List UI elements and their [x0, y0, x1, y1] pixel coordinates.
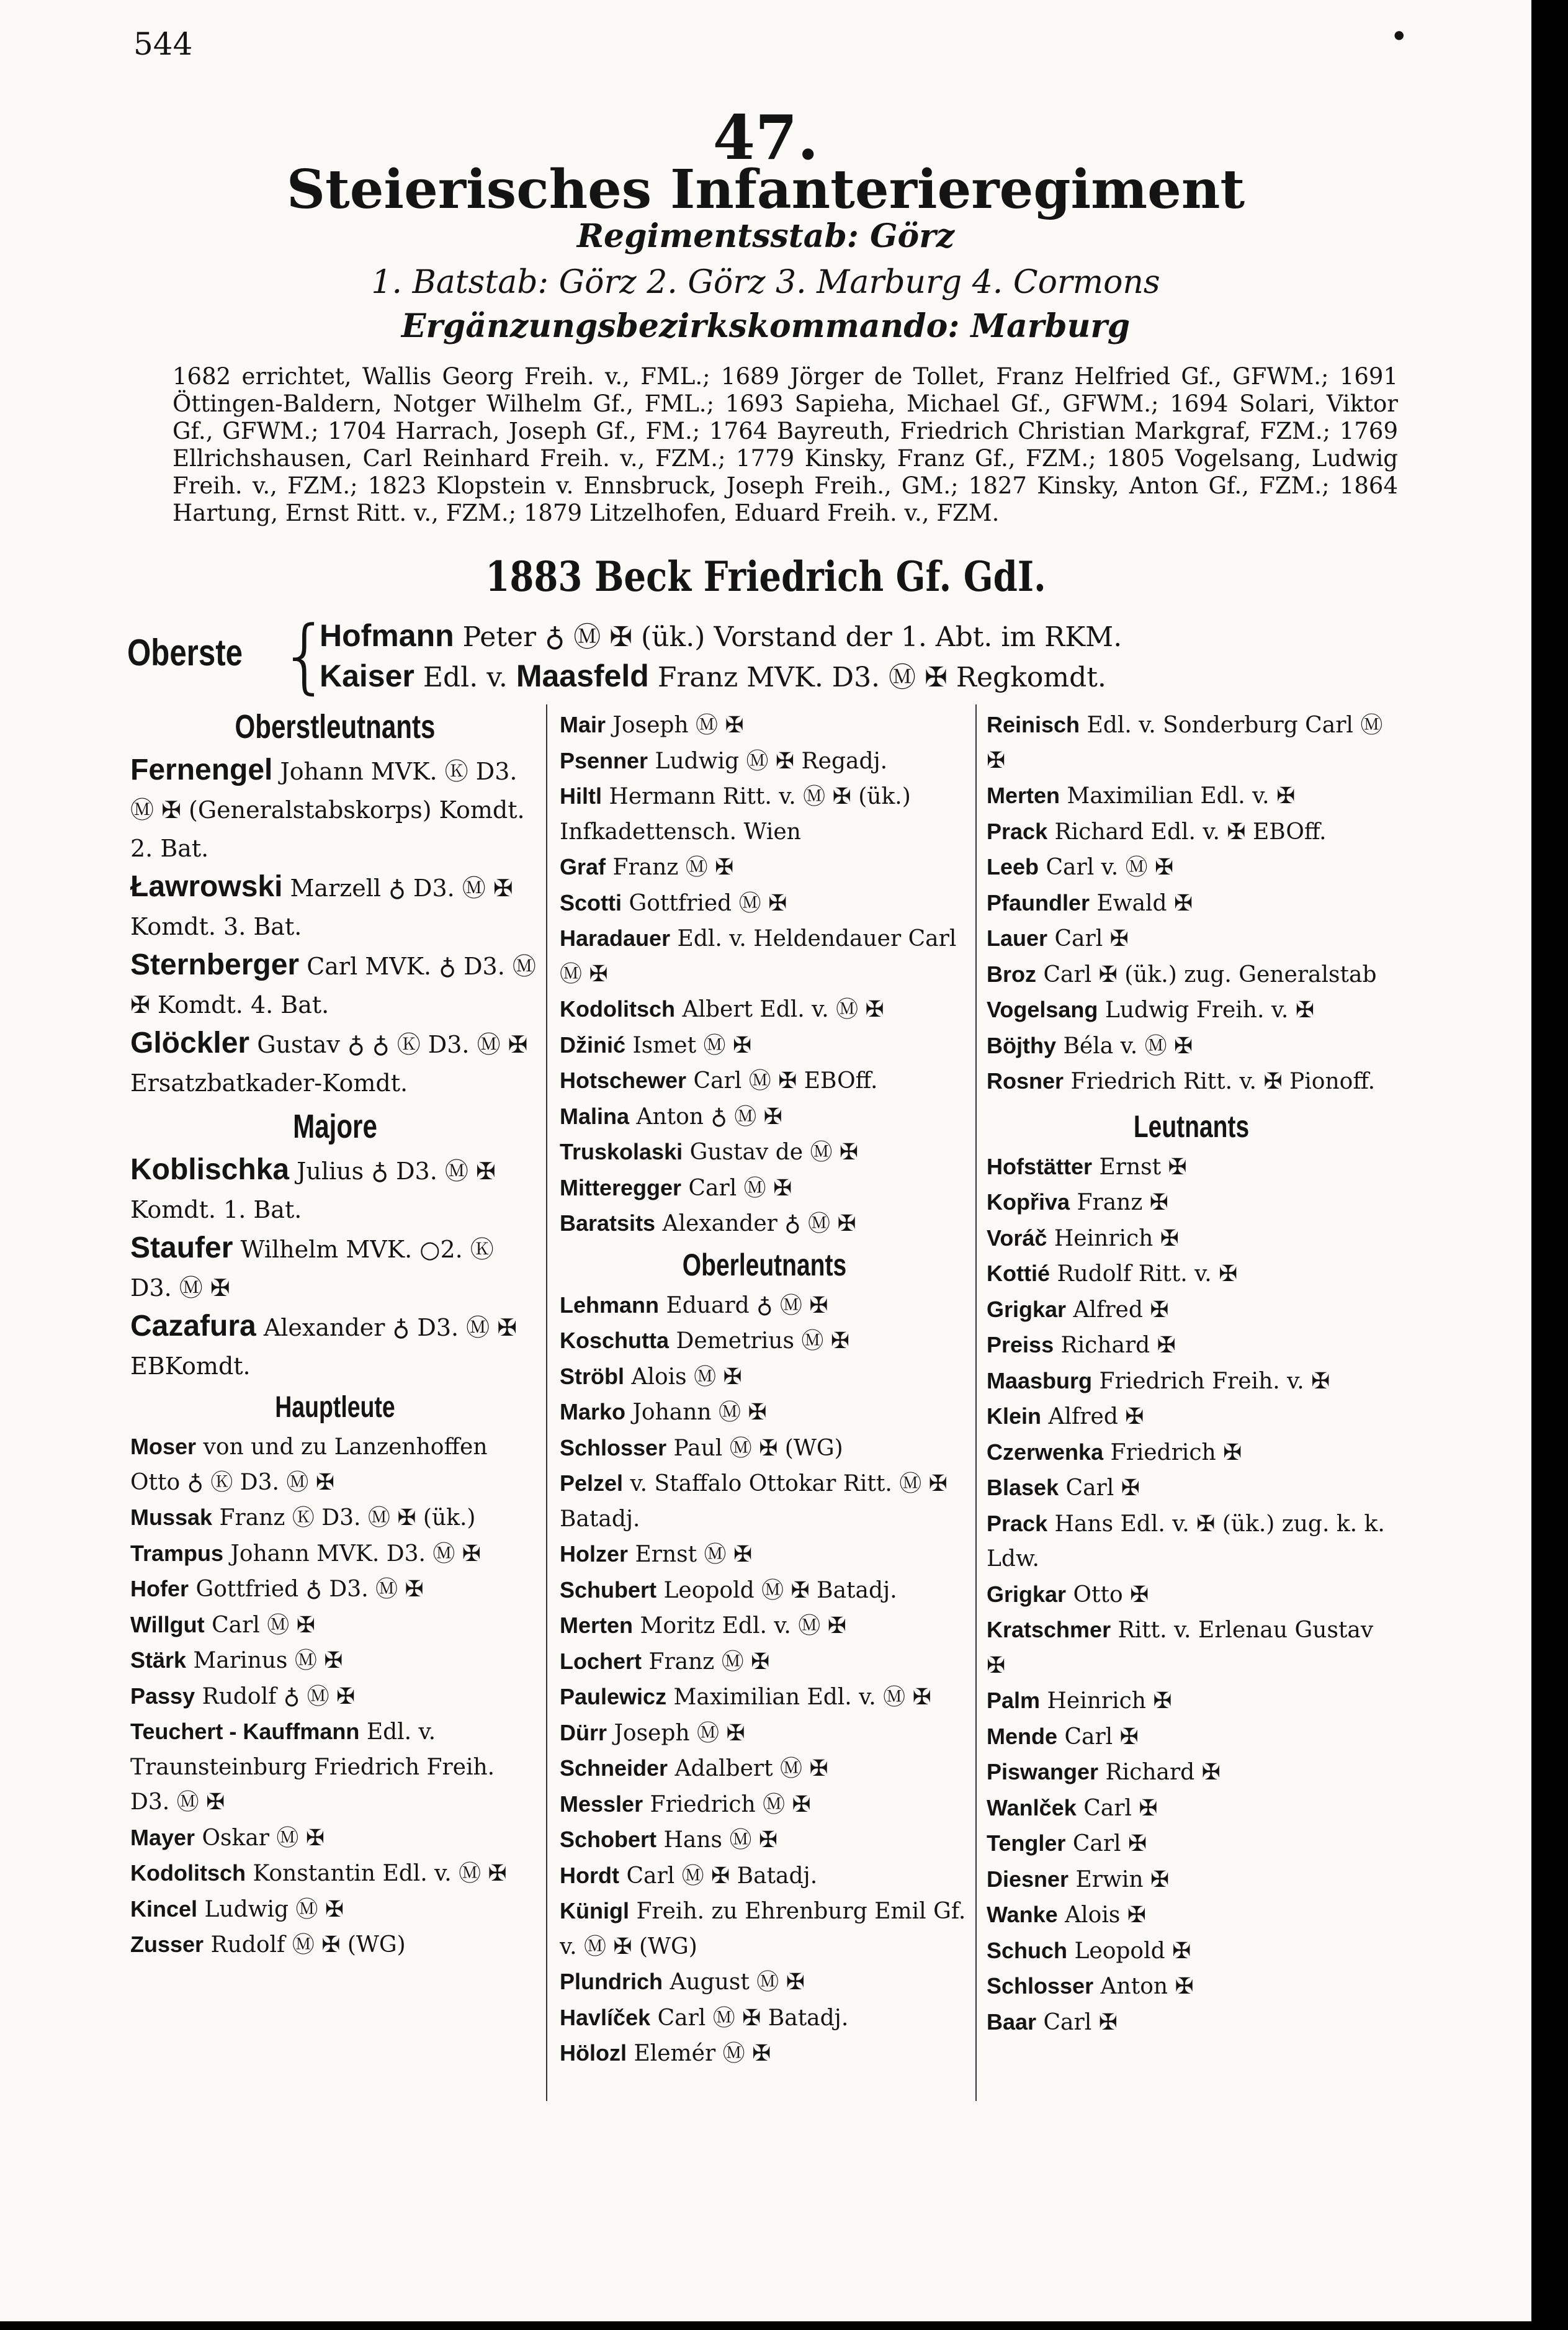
oberst-entry — [320, 614, 1122, 654]
officer-name: Glöckler — [130, 1027, 250, 1059]
officer-entry — [560, 1608, 969, 1644]
officer-entry — [130, 1608, 540, 1644]
officer-name: Palm — [987, 1688, 1041, 1713]
officer-name: Kodolitsch — [130, 1860, 246, 1886]
officer-details: Freih. zu Ehrenburg Emil Gf. v. Ⓜ ✠ (WG) — [560, 1899, 966, 1959]
section-heading: Majore — [293, 1108, 377, 1145]
oberste-heading: Oberste — [127, 632, 243, 673]
officer-details: Albert Edl. v. Ⓜ ✠ — [682, 997, 884, 1022]
officer-entry — [560, 1822, 969, 1858]
officer-name: Zusser — [130, 1932, 204, 1957]
officer-name: Grigkar — [987, 1581, 1067, 1607]
officer-name: Baratsits — [560, 1210, 656, 1236]
officer-details: Maximilian Edl. v. ✠ — [1067, 783, 1296, 809]
officer-entry — [987, 957, 1396, 993]
officer-entry — [560, 1537, 969, 1573]
officer-details: Paul Ⓜ ✠ (WG) — [673, 1435, 843, 1461]
officer-entry — [987, 1719, 1396, 1755]
officer-entry — [560, 1466, 969, 1537]
officer-name: Hofer — [130, 1576, 189, 1601]
officer-name: Klein — [987, 1403, 1042, 1429]
officer-entry — [560, 1288, 969, 1324]
officer-name: Mayer — [130, 1824, 195, 1850]
officer-details: Oskar Ⓜ ✠ — [202, 1825, 325, 1851]
officer-details: Rudolf ♁ Ⓜ ✠ — [202, 1683, 356, 1709]
officer-name: Marko — [560, 1399, 626, 1424]
oberst-details: Franz MVK. D3. Ⓜ ✠ Regkomdt. — [657, 662, 1106, 693]
officer-name: Kodolitsch — [560, 996, 675, 1022]
officer-name: Graf — [560, 854, 606, 879]
officer-entry — [560, 1716, 969, 1752]
officer-details: Franz Ⓜ ✠ — [648, 1649, 770, 1675]
officer-name: Voráč — [987, 1225, 1047, 1251]
officer-details: Franz Ⓜ ✠ — [612, 855, 734, 880]
column-2 — [560, 708, 969, 2072]
officer-details: Friedrich Freih. v. ✠ — [1099, 1368, 1330, 1394]
officer-details: Maximilian Edl. v. Ⓜ ✠ — [673, 1685, 931, 1710]
officer-name: Schlosser — [987, 1973, 1094, 1999]
officer-entry — [987, 1506, 1396, 1577]
officer-entry — [560, 921, 969, 992]
officer-entry — [987, 1933, 1396, 1969]
officer-entry — [560, 1680, 969, 1716]
officer-name: Piswanger — [987, 1759, 1099, 1784]
officer-entry — [560, 1171, 969, 1207]
officer-details: Erwin ✠ — [1075, 1866, 1170, 1892]
battalion-staffs: 1. Batstab: Görz 2. Görz 3. Marburg 4. Cormons — [371, 264, 1160, 301]
officer-details: Johann Ⓜ ✠ — [632, 1400, 767, 1425]
officer-name: Passy — [130, 1683, 195, 1709]
officer-name: Kottié — [987, 1261, 1050, 1286]
officer-entry — [987, 1064, 1396, 1100]
officer-name: Blasek — [987, 1475, 1059, 1500]
officer-name: Leeb — [987, 854, 1039, 879]
oberst-details: Edl. v. — [423, 662, 508, 693]
officer-details: Alexander ♁ Ⓜ ✠ — [662, 1211, 856, 1236]
officer-entry — [130, 868, 540, 946]
history-paragraph: 1682 errichtet, Wallis Georg Freih. v., FML.; 1689 Jörger de Tollet, Franz Helfried Gf., GFWM.; 1691 Öttingen-Baldern, Notger Wilhelm Gf., FML.; 1693 Sapieha, Michael Gf., GFWM.; 1694 Solari, Viktor Gf., GFWM.; 1704 Harrach, Joseph Gf., FM.; 1764 Bayreuth, Friedrich Christian Markgraf, FZM.; 1769 Ellrichshausen, Carl Reinhard Freih. v., FZM.; 1779 Kinsky, Franz Gf., FZM.; 1805 Vogelsang, Ludwig Freih. v., FZM.; 1823 Klopstein v. Ennsbruck, Joseph Freih., GM.; 1827 Kinsky, Anton Gf., FZM.; 1864 Hartung, Ernst Ritt. v., FZM.; 1879 Litzelhofen, Eduard Freih. v., FZM. — [172, 363, 1398, 526]
officer-entry — [560, 779, 969, 850]
officer-entry — [560, 1894, 969, 1964]
officer-name: Kincel — [130, 1896, 198, 1922]
officer-details: Carl Ⓜ ✠ Batadj. — [657, 2005, 849, 2031]
officer-entry — [560, 1359, 969, 1395]
officer-details: Otto ✠ — [1073, 1581, 1149, 1608]
officer-details: Anton ♁ Ⓜ ✠ — [636, 1104, 782, 1130]
officer-details: Gottfried ♁ D3. Ⓜ ✠ — [195, 1577, 424, 1602]
officer-details: Richard ✠ — [1105, 1760, 1221, 1785]
officer-entry — [130, 1500, 540, 1536]
officer-name: Messler — [560, 1791, 643, 1817]
officer-name: Maasburg — [987, 1367, 1093, 1393]
officer-entry — [987, 1969, 1396, 2005]
page-title: Steierisches Infanterieregiment — [286, 158, 1245, 221]
officer-details: Carl v. Ⓜ ✠ — [1046, 855, 1174, 880]
officer-name: Cazafura — [130, 1310, 256, 1343]
officer-name: Künigl — [560, 1898, 629, 1923]
officer-details: Marzell ♁ D3. Ⓜ ✠ Komdt. 3. Bat. — [130, 875, 513, 940]
oberleutnants-list — [987, 708, 1396, 1100]
column-divider — [975, 704, 977, 2101]
oberst-name: Hofmann — [320, 618, 454, 653]
officer-details: Edl. v. Sonderburg Carl Ⓜ ✠ — [987, 713, 1383, 773]
officer-name: Schneider — [560, 1755, 668, 1781]
officer-details: Rudolf Ritt. v. ✠ — [1057, 1261, 1238, 1287]
officer-name: Schlosser — [560, 1434, 667, 1460]
officer-details: Carl ✠ — [1083, 1795, 1158, 1821]
oberstleutnants-list — [130, 751, 540, 1102]
officer-details: Franz ✠ — [1077, 1190, 1168, 1215]
officer-entry — [130, 1892, 540, 1928]
column-divider — [546, 704, 547, 2101]
officer-entry — [987, 1399, 1396, 1435]
officer-details: Ewald ✠ — [1096, 890, 1193, 916]
officer-entry — [560, 1644, 969, 1680]
officer-details: Ismet Ⓜ ✠ — [632, 1032, 752, 1058]
officer-name: Lauer — [987, 925, 1048, 951]
officer-name: Havlíček — [560, 2004, 651, 2030]
officer-details: Konstantin Edl. v. Ⓜ ✠ — [253, 1861, 507, 1886]
officer-entry — [130, 1229, 540, 1307]
officer-name: Sternberger — [130, 948, 300, 981]
section-heading: Leutnants — [1133, 1109, 1250, 1144]
officer-entry — [130, 1536, 540, 1572]
officer-entry — [130, 1714, 540, 1820]
officer-entry — [987, 1683, 1396, 1719]
officer-details: Ludwig Ⓜ ✠ — [204, 1896, 344, 1922]
officer-entry — [130, 1679, 540, 1715]
officer-name: Ławrowski — [130, 870, 283, 903]
officer-name: Czerwenka — [987, 1439, 1104, 1465]
officer-name: Grigkar — [987, 1296, 1067, 1322]
margin-mark: • — [1390, 19, 1409, 55]
officer-name: Koblischka — [130, 1153, 290, 1186]
officer-name: Kopřiva — [987, 1189, 1070, 1215]
officer-details: Carl ✠ — [1065, 1475, 1140, 1501]
officer-entry — [130, 1643, 540, 1679]
officer-details: Marinus Ⓜ ✠ — [193, 1648, 343, 1673]
officer-details: Demetrius Ⓜ ✠ — [676, 1328, 849, 1354]
officer-name: Hordt — [560, 1862, 619, 1888]
officer-entry — [987, 992, 1396, 1028]
officer-entry — [130, 946, 540, 1024]
section-heading: Oberleutnants — [682, 1247, 847, 1282]
officer-name: Merten — [987, 783, 1060, 808]
officer-name: Kratschmer — [987, 1617, 1111, 1642]
officer-details: Richard Edl. v. ✠ EBOff. — [1054, 819, 1327, 845]
officer-entry — [130, 751, 540, 868]
officer-entry — [560, 1323, 969, 1359]
officer-entry — [987, 921, 1396, 957]
officer-details: Alois Ⓜ ✠ — [631, 1364, 742, 1390]
officer-name: Mair — [560, 712, 606, 737]
officer-entry — [130, 1429, 540, 1500]
officer-entry — [130, 1856, 540, 1892]
column-3 — [987, 708, 1396, 2040]
leutnants-list — [987, 1149, 1396, 2041]
oberst-entry — [320, 655, 1106, 695]
officer-entry — [987, 1328, 1396, 1364]
officer-details: Alois ✠ — [1065, 1902, 1146, 1928]
officer-details: Hans Edl. v. ✠ (ük.) zug. k. k. Ldw. — [987, 1511, 1385, 1572]
officer-name: Lochert — [560, 1648, 642, 1674]
officer-details: Alexander ♁ D3. Ⓜ ✠ EBKomdt. — [130, 1314, 517, 1380]
officer-details: Moritz Edl. v. Ⓜ ✠ — [640, 1613, 846, 1639]
officer-details: Carl ✠ — [1054, 926, 1129, 951]
officer-name: Dürr — [560, 1719, 607, 1745]
officer-entry — [130, 1927, 540, 1963]
officer-entry — [130, 1572, 540, 1608]
officer-entry — [987, 1149, 1396, 1185]
officer-entry — [560, 1028, 969, 1064]
officer-details: Anton ✠ — [1100, 1974, 1194, 1999]
officer-details: Ernst ✠ — [1099, 1154, 1187, 1180]
officer-name: Mussak — [130, 1505, 213, 1530]
officer-entry — [560, 708, 969, 744]
officer-details: Carl Ⓜ ✠ Batadj. — [626, 1863, 818, 1889]
officer-details: Ludwig Freih. v. ✠ — [1104, 997, 1314, 1023]
officer-details: Friedrich Ritt. v. ✠ Pionoff. — [1070, 1069, 1376, 1094]
officer-details: Gustav ♁ ♁ Ⓚ D3. Ⓜ ✠ Ersatzbatkader-Komdt. — [130, 1031, 528, 1097]
officer-details: v. Staffalo Ottokar Ritt. Ⓜ ✠ Batadj. — [560, 1471, 948, 1532]
page-number: 544 — [133, 26, 193, 62]
officer-name: Pfaundler — [987, 889, 1090, 915]
officer-details: Wilhelm MVK. ○2. Ⓚ D3. Ⓜ ✠ — [130, 1236, 494, 1302]
officer-entry — [560, 1964, 969, 2000]
officer-entry — [987, 850, 1396, 886]
officer-details: Carl Ⓜ ✠ — [688, 1175, 792, 1201]
officer-entry — [987, 1028, 1396, 1064]
officer-entry — [560, 744, 969, 780]
officer-name: Rosner — [987, 1068, 1064, 1094]
column-1 — [130, 708, 540, 1963]
officer-entry — [560, 1099, 969, 1135]
officer-name: Holzer — [560, 1541, 629, 1567]
officer-entry — [130, 1307, 540, 1385]
officer-details: Heinrich ✠ — [1047, 1688, 1172, 1714]
officer-entry — [987, 708, 1396, 778]
officer-name: Vogelsang — [987, 997, 1098, 1022]
officer-entry — [560, 1573, 969, 1609]
officer-details: Gottfried Ⓜ ✠ — [629, 890, 787, 916]
officer-name: Moser — [130, 1434, 197, 1459]
officer-details: Carl ✠ (ük.) zug. Generalstab — [1043, 961, 1377, 987]
officer-name: Pelzel — [560, 1470, 624, 1496]
officer-name: Diesner — [987, 1866, 1069, 1892]
officer-details: Eduard ♁ Ⓜ ✠ — [666, 1292, 828, 1318]
officer-details: Ludwig Ⓜ ✠ Regadj. — [655, 748, 888, 774]
officer-name: Baar — [987, 2008, 1037, 2035]
officer-entry — [987, 1613, 1396, 1683]
supplementary-district: Ergänzungsbezirkskommando: Marburg — [401, 307, 1131, 345]
officer-entry — [560, 1858, 969, 1894]
officer-name: Haradauer — [560, 925, 671, 951]
officer-entry — [987, 2005, 1396, 2041]
officer-details: Julius ♁ D3. Ⓜ ✠ Komdt. 1. Bat. — [130, 1158, 496, 1223]
officer-details: Leopold Ⓜ ✠ Batadj. — [663, 1577, 897, 1603]
officer-details: Elemér Ⓜ ✠ — [634, 2041, 771, 2066]
section-heading: Hauptleute — [275, 1391, 395, 1424]
officer-details: Johann MVK. Ⓚ D3. Ⓜ ✠ (Generalstabskorps) Komdt. 2. Bat. — [130, 758, 525, 862]
officer-entry — [987, 778, 1396, 814]
officer-details: Friedrich Ⓜ ✠ — [650, 1791, 811, 1817]
officer-name: Plundrich — [560, 1969, 663, 1994]
officer-entry — [987, 1577, 1396, 1613]
officer-details: Carl ✠ — [1072, 1831, 1147, 1856]
officer-name: Prack — [987, 818, 1048, 844]
officer-entry — [987, 1221, 1396, 1257]
officer-name: Broz — [987, 961, 1036, 987]
officer-details: Alfred ✠ — [1048, 1404, 1144, 1429]
officer-name: Willgut — [130, 1611, 205, 1637]
officer-name: Böjthy — [987, 1032, 1056, 1058]
officer-details: Joseph Ⓜ ✠ — [612, 713, 744, 738]
officer-name: Tengler — [987, 1830, 1066, 1856]
officer-details: Richard ✠ — [1060, 1333, 1176, 1358]
officer-name: Hofstätter — [987, 1153, 1093, 1179]
officer-details: Ritt. v. Erlenau Gustav ✠ — [987, 1617, 1374, 1678]
officer-name: Hölozl — [560, 2040, 627, 2066]
officer-entry — [560, 1787, 969, 1823]
officer-name: Stärk — [130, 1647, 187, 1673]
officer-name: Merten — [560, 1613, 634, 1638]
officer-name: Koschutta — [560, 1328, 670, 1353]
officer-entry — [987, 1185, 1396, 1221]
officer-details: Adalbert Ⓜ ✠ — [674, 1756, 828, 1781]
oberleutnants-list — [560, 1288, 969, 2072]
officer-details: Carl Ⓜ ✠ EBOff. — [693, 1068, 878, 1094]
officer-entry — [987, 1435, 1396, 1471]
officer-details: Carl MVK. ♁ D3. Ⓜ ✠ Komdt. 4. Bat. — [130, 953, 536, 1019]
officer-name: Schuch — [987, 1937, 1068, 1963]
officer-entry — [987, 1364, 1396, 1400]
section-heading: Oberstleutnants — [235, 708, 436, 745]
officer-entry — [560, 1206, 969, 1242]
officer-entry — [987, 886, 1396, 922]
officer-name: Wanke — [987, 1902, 1058, 1927]
officer-details: Joseph Ⓜ ✠ — [614, 1720, 745, 1746]
officer-details: Carl ✠ — [1043, 2009, 1118, 2035]
officer-name: Teuchert - Kauffmann — [130, 1719, 360, 1744]
officer-name: Lehmann — [560, 1292, 660, 1318]
officer-entry — [130, 1820, 540, 1856]
officer-entry — [987, 814, 1396, 850]
officer-name: Fernengel — [130, 753, 273, 786]
officer-name: Prack — [987, 1510, 1048, 1536]
officer-name: Ströbl — [560, 1363, 624, 1389]
officer-entry — [560, 1063, 969, 1099]
officer-details: August Ⓜ ✠ — [670, 1969, 805, 1995]
officer-name: Paulewicz — [560, 1684, 667, 1709]
officer-entry — [560, 2000, 969, 2036]
officer-name: Džinić — [560, 1032, 626, 1058]
officer-entry — [987, 1897, 1396, 1933]
officer-entry — [560, 886, 969, 922]
officer-name: Reinisch — [987, 712, 1080, 737]
officer-name: Truskolaski — [560, 1139, 683, 1164]
officer-name: Trampus — [130, 1540, 224, 1566]
officer-details: Rudolf Ⓜ ✠ (WG) — [210, 1932, 406, 1958]
officer-details: Hans Ⓜ ✠ — [663, 1827, 778, 1853]
officer-entry — [130, 1024, 540, 1102]
officer-name: Preiss — [987, 1332, 1054, 1357]
officer-entry — [987, 1826, 1396, 1862]
officer-name: Psenner — [560, 747, 648, 773]
officer-details: Edl. v. Heldendauer Carl Ⓜ ✠ — [560, 926, 957, 987]
officer-details: Edl. v. Traunsteinburg Friedrich Freih. D3. Ⓜ ✠ — [130, 1719, 495, 1815]
officer-entry — [560, 1135, 969, 1171]
officer-name: Staufer — [130, 1231, 233, 1264]
officer-name: Wanlček — [987, 1794, 1077, 1820]
officer-details: Heinrich ✠ — [1054, 1225, 1179, 1251]
officer-name: Mende — [987, 1723, 1058, 1749]
officer-entry — [987, 1256, 1396, 1292]
hauptleute-list — [130, 1429, 540, 1963]
officer-details: Franz Ⓚ D3. Ⓜ ✠ (ük.) — [219, 1505, 476, 1531]
officer-entry — [560, 2036, 969, 2072]
officer-entry — [560, 1431, 969, 1467]
officer-entry — [560, 992, 969, 1028]
officer-entry — [987, 1791, 1396, 1827]
officer-details: Béla v. Ⓜ ✠ — [1063, 1033, 1193, 1059]
officer-details: Leopold ✠ — [1074, 1938, 1191, 1964]
officer-name: Schubert — [560, 1577, 657, 1603]
officer-details: Carl ✠ — [1064, 1724, 1139, 1750]
officer-name: Schobert — [560, 1827, 657, 1852]
brace-icon: { — [279, 608, 331, 703]
officer-entry — [560, 850, 969, 886]
officer-details: Carl Ⓜ ✠ — [212, 1612, 315, 1638]
officer-details: Gustav de Ⓜ ✠ — [689, 1140, 859, 1165]
officer-entry — [987, 1755, 1396, 1791]
oberst-name: Kaiser — [320, 659, 414, 693]
officer-entry — [130, 1151, 540, 1229]
officer-name: Hiltl — [560, 783, 602, 809]
regiment-owner: 1883 Beck Friedrich Gf. GdI. — [485, 552, 1046, 601]
officer-name: Hotschewer — [560, 1068, 687, 1093]
officer-details: Alfred ✠ — [1073, 1297, 1169, 1323]
regiment-number: 47. — [712, 102, 819, 174]
oberst-details: Peter ♁ Ⓜ ✠ (ük.) Vorstand der 1. Abt. im RKM. — [462, 621, 1122, 653]
hauptleute-list — [560, 708, 969, 1242]
majore-list — [130, 1151, 540, 1385]
officer-entry — [987, 1470, 1396, 1506]
officer-details: von und zu Lanzenhoffen Otto ♁ Ⓚ D3. Ⓜ ✠ — [130, 1434, 488, 1495]
officer-name: Malina — [560, 1103, 630, 1129]
officer-details: Hermann Ritt. v. Ⓜ ✠ (ük.) Infkadettensch. Wien — [560, 784, 911, 845]
officer-entry — [560, 1751, 969, 1787]
officer-details: Ernst Ⓜ ✠ — [635, 1542, 753, 1567]
officer-entry — [560, 1395, 969, 1431]
oberst-name-part: Maasfeld — [516, 659, 649, 693]
officer-name: Scotti — [560, 889, 622, 915]
regimentsstab: Regimentsstab: Görz — [576, 217, 955, 255]
officer-details: Friedrich ✠ — [1110, 1439, 1242, 1465]
officer-name: Mitteregger — [560, 1174, 682, 1200]
officer-entry — [987, 1292, 1396, 1328]
officer-entry — [987, 1862, 1396, 1898]
officer-details: Johann MVK. D3. Ⓜ ✠ — [230, 1541, 481, 1567]
